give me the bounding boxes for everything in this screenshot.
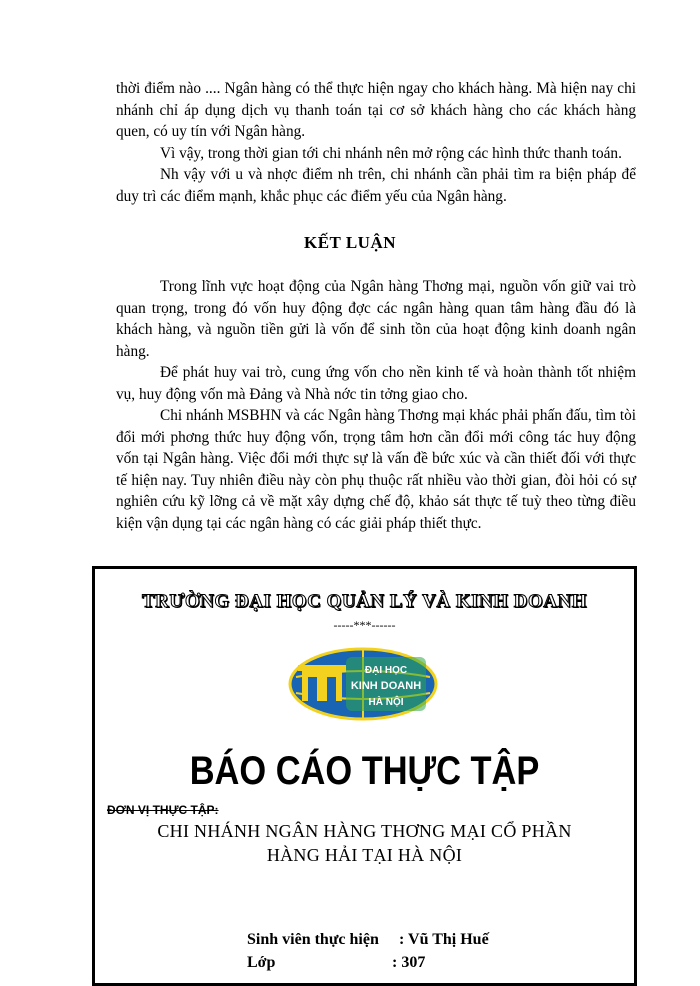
- university-logo: [288, 647, 438, 721]
- cover-page: [92, 566, 637, 986]
- paragraph: Nh vậy với u và nhợc điểm nh trên, chi nhánh cần phải tìm ra biện pháp để duy trì các điểm mạnh, khắc phục các điểm yếu của Ngân hàng.: [116, 166, 636, 205]
- top-text-block: [116, 78, 636, 207]
- class-value: : 307: [392, 954, 426, 971]
- separator: -----***------: [333, 618, 396, 632]
- student-row: [247, 931, 489, 949]
- gate-icon: [298, 665, 346, 701]
- class-row: [247, 954, 425, 972]
- student-value: : Vũ Thị Huế: [399, 931, 489, 948]
- paragraph: thời điểm nào .... Ngân hàng có thể thực hiện ngay cho khách hàng. Mà hiện nay chi nhánh chỉ áp dụng dịch vụ thanh toán tại cơ sở khách hàng cho các khách hàng quen, có uy tín với Ngân hàng.: [116, 80, 636, 140]
- paragraph: Để phát huy vai trò, cung ứng vốn cho nền kinh tế và hoàn thành tốt nhiệm vụ, huy động vốn mà Đảng và Nhà nớc tin tởng giao cho.: [116, 364, 636, 403]
- student-label: Sinh viên thực hiện: [247, 931, 379, 948]
- report-title: BÁO CÁO THỰC TẬP: [189, 749, 540, 793]
- school-name: TRƯỜNG ĐẠI HỌC QUẢN LÝ VÀ KINH DOANH: [142, 591, 587, 612]
- paragraph: Trong lĩnh vực hoạt động của Ngân hàng Thơng mại, nguồn vốn giữ vai trò quan trọng, trong đó vốn huy động đợc các ngân hàng quan tâm hàng đầu đó là khách hàng, và nguồn tiền gửi là vốn để sinh tồn của hoạt động kinh doanh ngân hàng.: [116, 278, 636, 360]
- logo-line: ĐẠI HỌC: [364, 665, 408, 676]
- branch-line: HÀNG HẢI TẠI HÀ NỘI: [266, 845, 463, 865]
- paragraph: Chi nhánh MSBHN và các Ngân hàng Thơng mại khác phải phấn đấu, tìm tòi đổi mới phơng thức huy động vốn, trọng tâm hơn cần đổi mới công tác huy động vốn tại Ngân hàng. Việc đổi mới thực sự là vấn đề bức xúc và cần thiết đối với thực tế hiện nay. Tuy nhiên điều này còn phụ thuộc rất nhiều vào thời gian, đòi hỏi có sự nghiên cứu kỹ lỡng cả về mặt xây dựng chế độ, khảo sát thực tế tuỳ theo từng điều kiện vận dụng tại các ngân hàng có các giải pháp thiết thực.: [116, 407, 636, 532]
- branch-line: CHI NHÁNH NGÂN HÀNG THƠNG MẠI CỔ PHẦN: [157, 821, 572, 841]
- paragraph: Vì vậy, trong thời gian tới chi nhánh nên mở rộng các hình thức thanh toán.: [160, 144, 622, 162]
- internship-unit-label: ĐƠN VỊ THỰC TẬP:: [107, 803, 219, 817]
- branch-name: [95, 819, 634, 867]
- conclusion-text-block: [116, 276, 636, 534]
- class-label: Lớp: [247, 954, 276, 971]
- conclusion-heading: KẾT LUẬN: [303, 233, 396, 252]
- logo-line: KINH DOANH: [350, 680, 422, 692]
- logo-line: HÀ NỘI: [368, 697, 404, 708]
